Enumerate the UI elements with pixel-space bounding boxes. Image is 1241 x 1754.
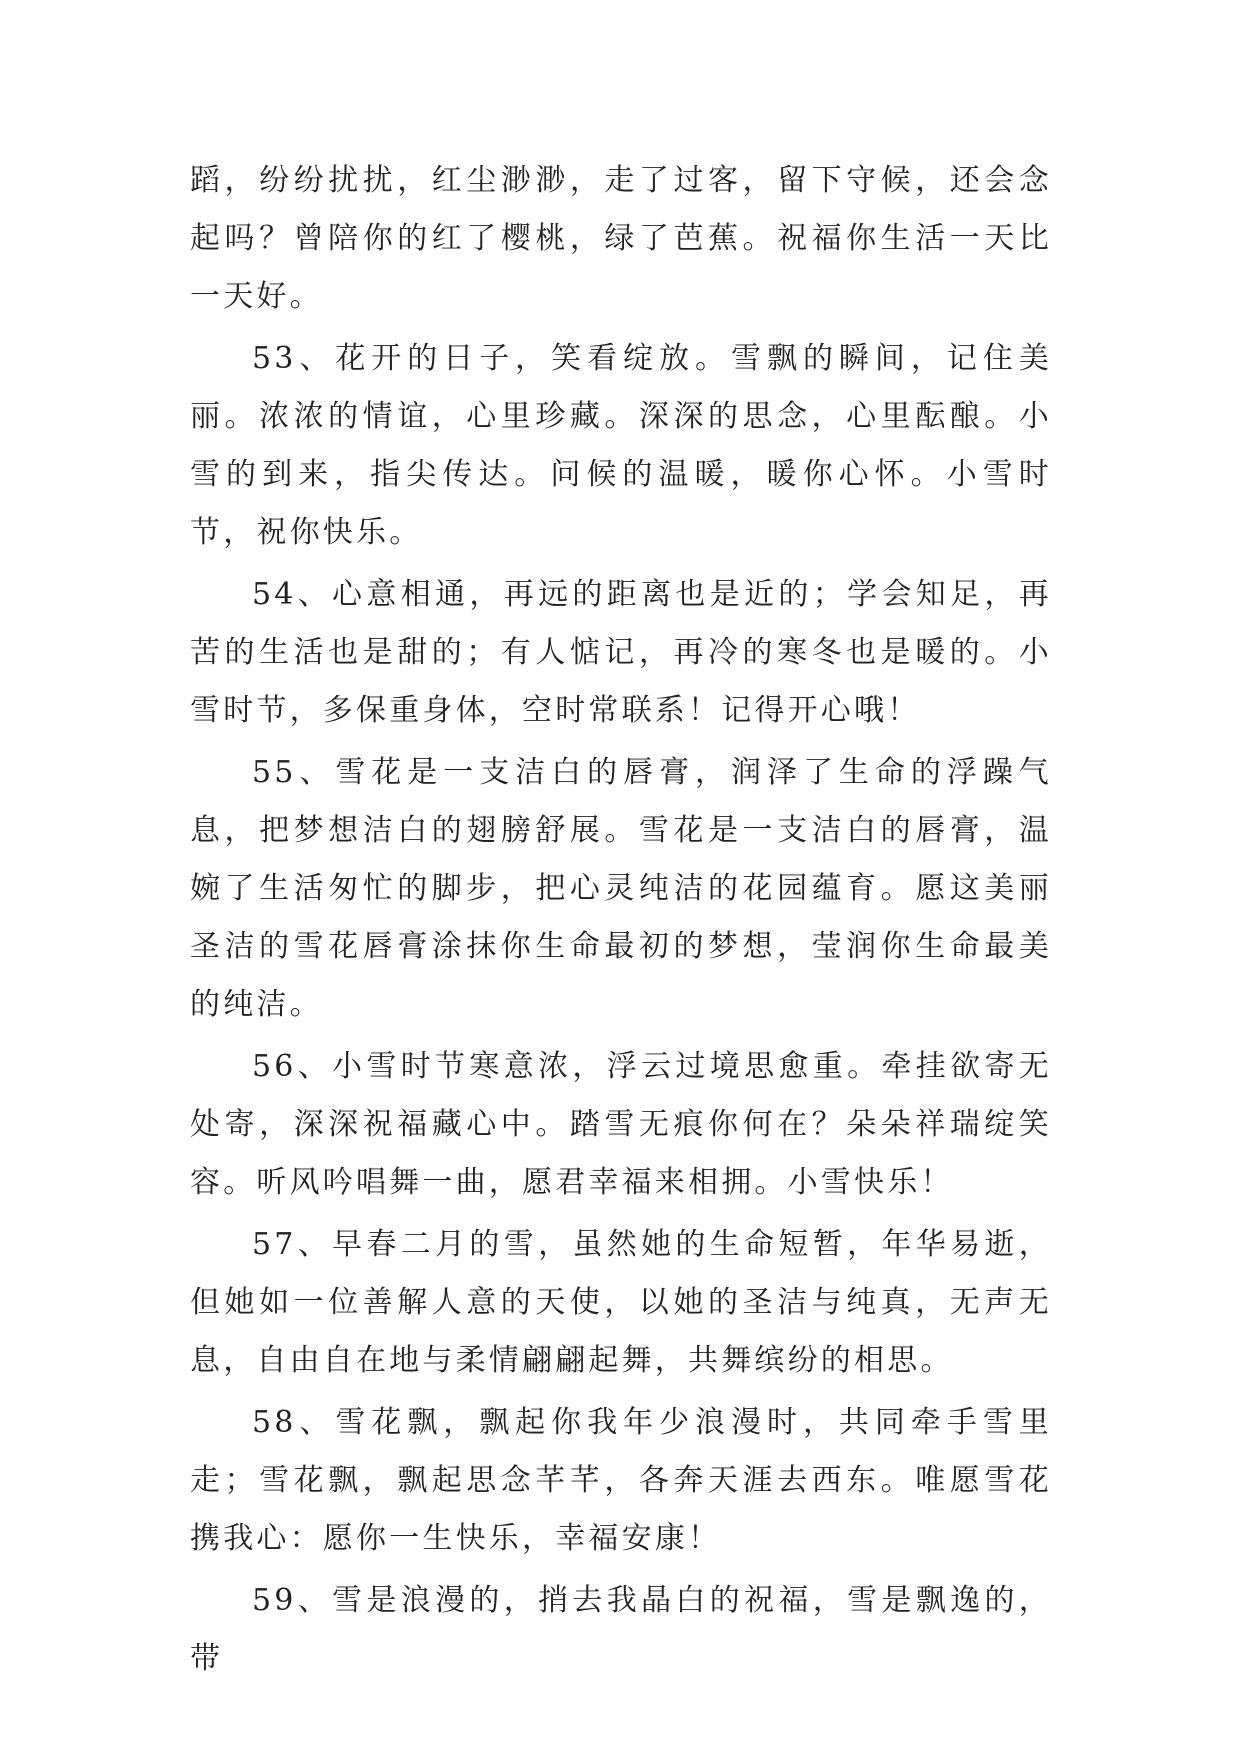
paragraph-54: 54、心意相通，再远的距离也是近的；学会知足，再苦的生活也是甜的；有人惦记，再冷的寒冬也是暖的。小雪时节，多保重身体，空时常联系！记得开心哦！ [190,577,1052,728]
paragraph-53: 53、花开的日子，笑看绽放。雪飘的瞬间，记住美丽。浓浓的情谊，心里珍藏。深深的思念，心里酝酿。小雪的到来，指尖传达。问候的温暖，暖你心怀。小雪时节，祝你快乐。 [190,341,1052,550]
paragraph-59: 59、雪是浪漫的，捎去我晶白的祝福，雪是飘逸的，带 [190,1583,1052,1676]
paragraph-58: 58、雪花飘，飘起你我年少浪漫时，共同牵手雪里走；雪花飘，飘起思念芊芊，各奔天涯去西东。唯愿雪花携我心：愿你一生快乐，幸福安康！ [190,1405,1052,1556]
paragraph-57: 57、早春二月的雪，虽然她的生命短暂，年华易逝，但她如一位善解人意的天使，以她的圣洁与纯真，无声无息，自由自在地与柔情翩翩起舞，共舞缤纷的相思。 [190,1227,1052,1378]
paragraph-55: 55、雪花是一支洁白的唇膏，润泽了生命的浮躁气息，把梦想洁白的翅膀舒展。雪花是一支洁白的唇膏，温婉了生活匆忙的脚步，把心灵纯洁的花园蕴育。愿这美丽圣洁的雪花唇膏涂抹你生命最初的梦想，莹润你生命最美的纯洁。 [190,755,1052,1022]
paragraph-56: 56、小雪时节寒意浓，浮云过境思愈重。牵挂欲寄无处寄，深深祝福藏心中。踏雪无痕你何在？朵朵祥瑞绽笑容。听风吟唱舞一曲，愿君幸福来相拥。小雪快乐！ [190,1049,1052,1200]
paragraph-continuation: 蹈，纷纷扰扰，红尘渺渺，走了过客，留下守候，还会念起吗？曾陪你的红了樱桃，绿了芭蕉。祝福你生活一天比一天好。 [190,163,1052,314]
document-body [190,152,1052,1688]
